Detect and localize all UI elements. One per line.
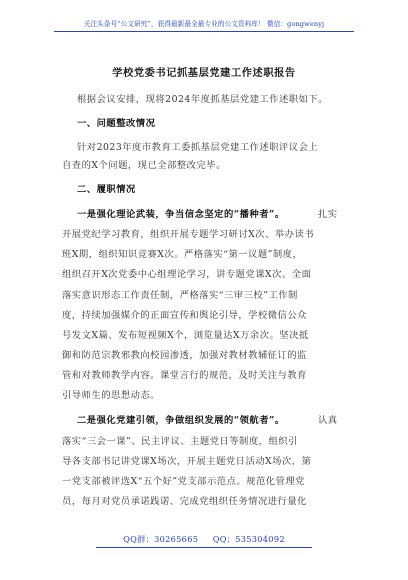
line-text: 根据会议安排，现将2024年度抓基层党建工作述职如下。	[77, 94, 328, 105]
qq-number: 535304092	[235, 534, 285, 544]
paragraph-line	[0, 288, 408, 304]
paragraph-line	[0, 434, 408, 450]
paragraph-line	[0, 247, 408, 263]
section-heading	[0, 116, 408, 132]
section-heading	[0, 182, 408, 198]
qq-group-label: QQ群：	[123, 534, 155, 544]
line-text: 号发文X篇、发布短视频X个，浏览量达X万余次。坚决抵	[62, 330, 309, 341]
footer-rule	[96, 547, 312, 548]
paragraph-line	[0, 348, 408, 364]
paragraph-line	[0, 227, 408, 243]
line-text: 御和防范宗教邪教向校园渗透，加强对教材教辅征订的监	[62, 350, 307, 361]
page-header	[54, 14, 354, 36]
line-text: 组织召开X次党委中心组理论学习，讲专题党课X次。全面	[62, 269, 312, 280]
page-footer	[0, 534, 408, 550]
paragraph-line	[0, 454, 408, 470]
line-text: 认真	[318, 415, 338, 426]
line-text: 自查的X个问题，现已全部整改完毕。	[62, 160, 226, 171]
paragraph-line	[0, 308, 408, 324]
heading-duty-performance: 二、履职情况	[77, 184, 136, 195]
line-text: 引导师生的思想动态。	[62, 390, 160, 401]
header-notice: 关注头条号“公文研究”，获得最新最全最专业的公文资料库！ 微信：gongwenyj	[83, 20, 325, 28]
line-text: 导各支部书记讲党课X场次，开展主题党日活动X场次，第	[62, 456, 312, 467]
paragraph-line	[0, 474, 408, 490]
paragraph-line	[0, 158, 408, 174]
document-title: 学校党委书记抓基层党建工作述职报告	[112, 67, 296, 79]
bold-lead-theory: 一是强化理论武装，争当信念坚定的“播种者”。	[77, 209, 285, 220]
paragraph-line	[0, 92, 408, 108]
qq-label: QQ：	[212, 534, 236, 544]
line-text: 员，每月对党员承诺践诺、完成党组织任务情况进行量化	[62, 496, 307, 507]
header-rule	[54, 31, 354, 32]
line-text: 一党支部被评选X“五个好”党支部示范点。规范化管理党	[62, 476, 305, 487]
paragraph-line	[0, 140, 408, 156]
qq-group-number: 30265665	[154, 534, 199, 544]
line-text: 落实“三会一课”、民主评议、主题党日等制度，组织引	[62, 436, 298, 447]
line-text: 班X期，组织知识竞赛X次。严格落实“第一议题”制度，	[62, 249, 303, 260]
paragraph-line	[0, 328, 408, 344]
line-text: 针对2023年度市教育工委抓基层党建工作述职评议会上	[77, 142, 319, 153]
bold-lead-party-building: 二是强化党建引领，争做组织发展的“领航者”。	[77, 415, 285, 426]
line-text: 开展党纪学习教育，组织开展专题学习研讨X次、举办读书	[62, 229, 315, 240]
line-text: 扎实	[318, 209, 338, 220]
paragraph-line	[0, 368, 408, 384]
footer-contact	[0, 534, 408, 545]
line-text: 管和对教师教学内容。课堂言行的规范，及时关注与教育	[62, 370, 307, 381]
paragraph-line	[0, 413, 408, 429]
paragraph-line	[0, 207, 408, 223]
line-text: 落实意识形态工作责任制，严格落实“三审三校”工作制	[62, 290, 298, 301]
paragraph-line	[0, 267, 408, 283]
heading-problem-rectification: 一、问题整改情况	[77, 118, 156, 129]
paragraph-line	[0, 388, 408, 404]
line-text: 度，持续加强媒介的正面宣传和舆论引导，学校微信公众	[62, 310, 307, 321]
paragraph-line	[0, 494, 408, 510]
